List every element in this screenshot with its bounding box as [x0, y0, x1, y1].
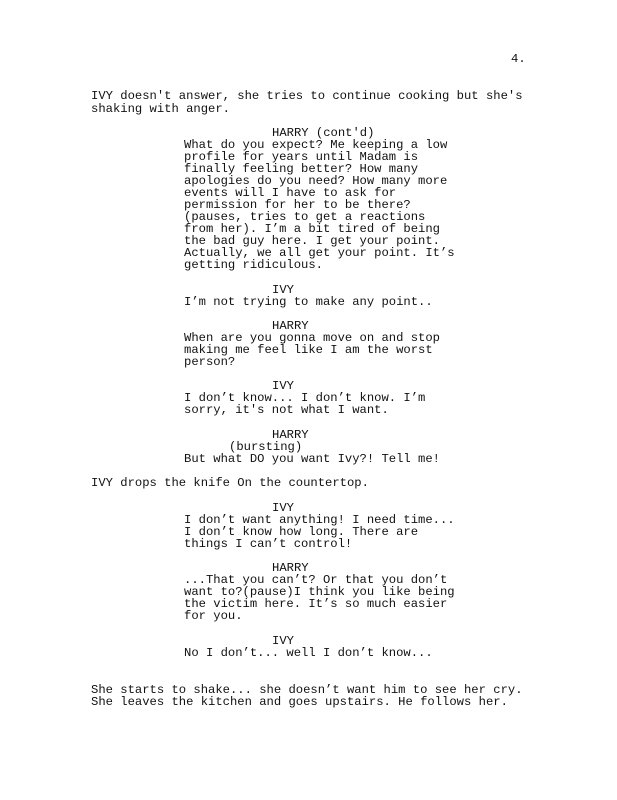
character-name: IVY: [272, 634, 294, 648]
action-line: shaking with anger.: [91, 102, 230, 116]
dialogue-line: person?: [184, 355, 236, 369]
dialogue-line: sorry, it's not what I want.: [184, 403, 389, 417]
character-name: IVY: [272, 283, 294, 297]
character-name: IVY: [272, 501, 294, 515]
dialogue-line: getting ridiculous.: [184, 258, 323, 272]
dialogue-line: profile for years until Madam is: [184, 150, 419, 164]
character-name: HARRY (cont'd): [272, 126, 375, 140]
dialogue-line: I don’t know how long. There are: [184, 525, 419, 539]
dialogue-line: making me feel like I am the worst: [184, 343, 433, 357]
action-line: IVY drops the knife On the countertop.: [91, 476, 369, 490]
character-name: HARRY: [272, 428, 309, 442]
dialogue-line: from her). I’m a bit tired of being: [184, 222, 440, 236]
dialogue-line: When are you gonna move on and stop: [184, 331, 440, 345]
dialogue-line: (pauses, tries to get a reactions: [184, 210, 426, 224]
page-number: 4.: [511, 52, 526, 66]
dialogue-line: ...That you can’t? Or that you don’t: [184, 573, 448, 587]
action-line: She starts to shake... she doesn’t want him to see her cry.: [91, 683, 523, 697]
dialogue-line: want to?(pause)I think you like being: [184, 585, 455, 599]
dialogue-line: Actually, we all get your point. It’s: [184, 246, 455, 260]
dialogue-line: But what DO you want Ivy?! Tell me!: [184, 452, 440, 466]
dialogue-line: No I don’t... well I don’t know...: [184, 646, 433, 660]
dialogue-line: I’m not trying to make any point..: [184, 295, 433, 309]
character-name: IVY: [272, 379, 294, 393]
action-line: IVY doesn't answer, she tries to continue cooking but she's: [91, 89, 523, 103]
dialogue-line: permission for her to be there?: [184, 198, 411, 212]
dialogue-line: finally feeling better? How many: [184, 162, 419, 176]
action-line: She leaves the kitchen and goes upstairs. He follows her.: [91, 695, 508, 709]
dialogue-line: apologies do you need? How many more: [184, 174, 448, 188]
parenthetical: (bursting): [229, 440, 303, 454]
dialogue-line: What do you expect? Me keeping a low: [184, 138, 448, 152]
dialogue-line: events will I have to ask for: [184, 186, 397, 200]
dialogue-line: things I can’t control!: [184, 537, 353, 551]
dialogue-line: I don’t know... I don’t know. I’m: [184, 391, 426, 405]
character-name: HARRY: [272, 561, 309, 575]
character-name: HARRY: [272, 319, 309, 333]
dialogue-line: the bad guy here. I get your point.: [184, 234, 440, 248]
dialogue-line: the victim here. It’s so much easier: [184, 597, 448, 611]
dialogue-line: for you.: [184, 609, 243, 623]
dialogue-line: I don’t want anything! I need time...: [184, 513, 455, 527]
